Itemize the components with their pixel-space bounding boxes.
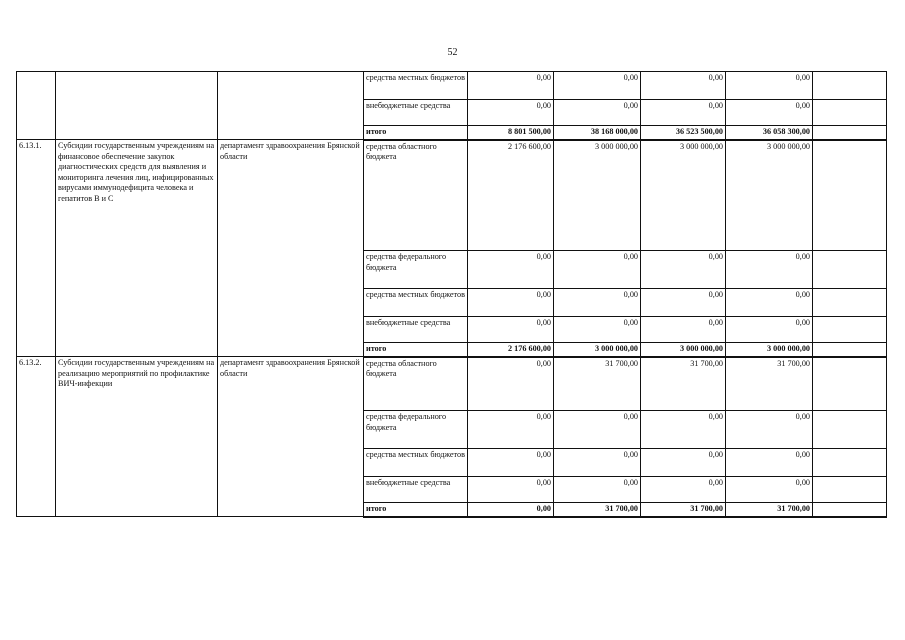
amount-v3: 31 700,00 [641,357,726,411]
total-label: итого [364,343,468,357]
amount-v3: 0,00 [641,289,726,317]
funding-source: средства местных бюджетов [364,72,468,100]
funding-source: внебюджетные средства [364,100,468,126]
amount-v3: 0,00 [641,317,726,343]
amount-v4: 36 058 300,00 [726,126,813,140]
amount-v1: 2 176 600,00 [468,343,554,357]
amount-v4: 0,00 [726,251,813,289]
item-code: 6.13.1. [17,140,56,357]
empty-cell [813,449,887,477]
funding-source: средства областного бюджета [364,140,468,251]
amount-v2: 3 000 000,00 [554,343,641,357]
amount-v1: 8 801 500,00 [468,126,554,140]
amount-v1: 0,00 [468,289,554,317]
amount-v3: 0,00 [641,251,726,289]
funding-source: средства федерального бюджета [364,251,468,289]
amount-v2: 0,00 [554,72,641,100]
empty-cell [813,289,887,317]
empty-cell [813,317,887,343]
amount-v4: 0,00 [726,289,813,317]
amount-v1: 0,00 [468,251,554,289]
amount-v2: 0,00 [554,449,641,477]
amount-v3: 31 700,00 [641,503,726,517]
amount-v4: 31 700,00 [726,357,813,411]
amount-v3: 3 000 000,00 [641,343,726,357]
empty-cell [813,503,887,517]
amount-v1: 2 176 600,00 [468,140,554,251]
amount-v2: 0,00 [554,289,641,317]
amount-v3: 0,00 [641,72,726,100]
amount-v3: 0,00 [641,477,726,503]
item-executor: департамент здравоохранения Брянской области [218,140,364,357]
total-label: итого [364,126,468,140]
amount-v3: 0,00 [641,411,726,449]
amount-v1: 0,00 [468,477,554,503]
item-code: 6.13.2. [17,357,56,517]
amount-v2: 0,00 [554,477,641,503]
item-executor: департамент здравоохранения Брянской области [218,357,364,517]
amount-v1: 0,00 [468,317,554,343]
amount-v4: 0,00 [726,411,813,449]
amount-v1: 0,00 [468,72,554,100]
table-row [17,140,887,251]
amount-v4: 3 000 000,00 [726,343,813,357]
budget-table [16,71,887,518]
empty-cell [813,100,887,126]
amount-v1: 0,00 [468,503,554,517]
amount-v4: 3 000 000,00 [726,140,813,251]
empty-cell [813,140,887,251]
item-executor [218,72,364,140]
amount-v3: 0,00 [641,449,726,477]
amount-v3: 0,00 [641,100,726,126]
amount-v2: 0,00 [554,411,641,449]
amount-v4: 0,00 [726,477,813,503]
amount-v4: 31 700,00 [726,503,813,517]
item-name: Субсидии государственным учреждениям на финансовое обеспечение закупок диагностических средств для выявления и мониторинга лечения лиц, инфицированных вирусами иммунодефицита человека и гепатитов В и С [56,140,218,357]
funding-source: средства местных бюджетов [364,449,468,477]
amount-v3: 36 523 500,00 [641,126,726,140]
empty-cell [813,357,887,411]
funding-source: внебюджетные средства [364,317,468,343]
table-row [17,357,887,411]
amount-v1: 0,00 [468,100,554,126]
funding-source: средства федерального бюджета [364,411,468,449]
amount-v2: 31 700,00 [554,357,641,411]
amount-v4: 0,00 [726,317,813,343]
funding-source: внебюджетные средства [364,477,468,503]
empty-cell [813,251,887,289]
amount-v1: 0,00 [468,411,554,449]
amount-v4: 0,00 [726,449,813,477]
total-label: итого [364,503,468,517]
amount-v2: 3 000 000,00 [554,140,641,251]
item-name [56,72,218,140]
funding-source: средства местных бюджетов [364,289,468,317]
page-number: 52 [447,47,458,58]
amount-v1: 0,00 [468,357,554,411]
amount-v2: 38 168 000,00 [554,126,641,140]
funding-source: средства областного бюджета [364,357,468,411]
empty-cell [813,343,887,357]
amount-v1: 0,00 [468,449,554,477]
empty-cell [813,411,887,449]
item-name: Субсидии государственным учреждениям на реализацию мероприятий по профилактике ВИЧ-инфекции [56,357,218,517]
amount-v2: 0,00 [554,317,641,343]
amount-v4: 0,00 [726,72,813,100]
table-row [17,72,887,100]
amount-v2: 31 700,00 [554,503,641,517]
amount-v2: 0,00 [554,251,641,289]
item-code [17,72,56,140]
amount-v4: 0,00 [726,100,813,126]
empty-cell [813,72,887,100]
amount-v3: 3 000 000,00 [641,140,726,251]
empty-cell [813,477,887,503]
amount-v2: 0,00 [554,100,641,126]
empty-cell [813,126,887,140]
